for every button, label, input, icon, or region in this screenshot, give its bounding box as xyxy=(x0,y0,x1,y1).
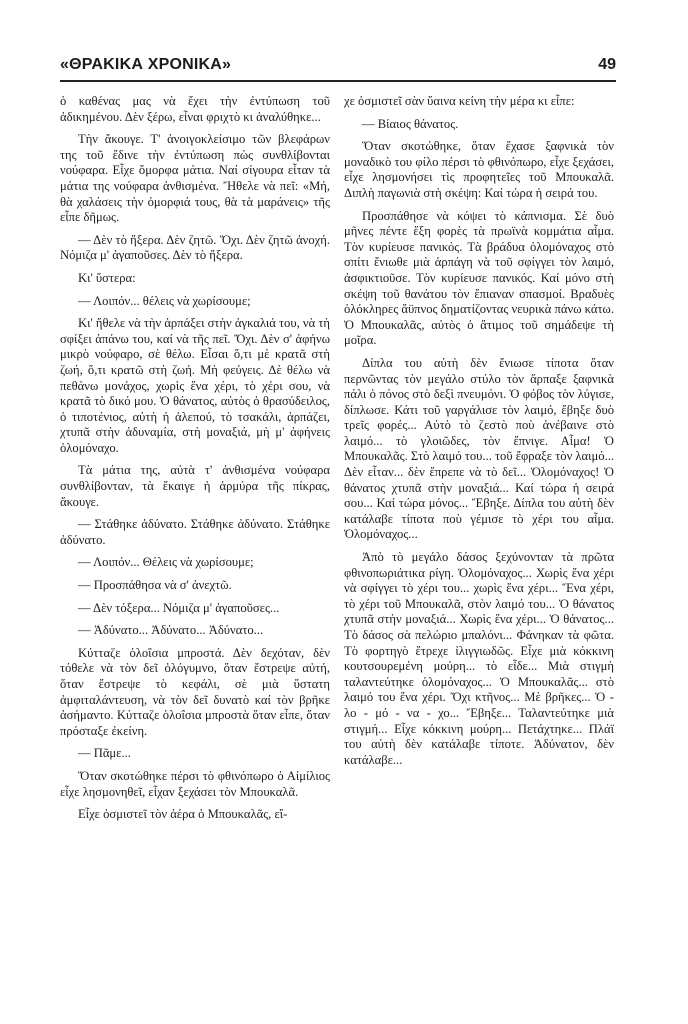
paragraph: Προσπάθησε νὰ κόψει τὸ κάπνισμα. Σὲ δυὸ μῆνες πέντε ἕξη φορὲς τὰ πρωϊνὰ κομμάτια αἷμα. Τὸν κυρίευσε πανικός. Τὰ βράδυα ὁλομόναχος στὸ σπίτι ἔνιωθε μιὰ ἁρπάγη νὰ τοῦ σφίγγει τὸν λαιμό, ἀσφικτιοῦσε. Τὸν κυρίευσε πανικός. Καί μόνο στὴ σκέψη τοῦ θανάτου τὸν ἔπιαναν σπασμοί. Βραδυὲς ὁλόκληρες ἄϋπνος δηματίζοντας νευρικὰ πάνω κάτω. Ὁ Μπουκαλᾶς, αὐτὸς ὁ ἄτιμος τοῦ σημάδεψε τὴ μοῖρα. xyxy=(344,208,614,348)
journal-title: «ΘΡΑΚΙΚΑ ΧΡΟΝΙΚΑ» xyxy=(60,56,232,73)
paragraph: — Δὲν τόξερα... Νόμιζα μ' ἀγαποῦσες... xyxy=(78,600,280,615)
paragraph: χε ὀσμιστεῖ σὰν ὕαινα κείνη τὴν μέρα κι εἶπε: xyxy=(344,94,575,108)
paragraph: — Δὲν τὸ ἤξερα. Δὲν ζητῶ. Ὄχι. Δὲν ζητῶ ἀνοχή. Νόμιζα μ' ἀγαποῦσες. Δὲν τὸ ἤξερα. xyxy=(60,232,330,263)
paragraph: Τὴν ἄκουγε. Τ' ἀνοιγοκλείσιμο τῶν βλεφάρων της τοῦ ἔδινε τὴν ἐντύπωση πὼς συνθλίβονται νούφαρα. Εἶχε ὄμορφα μάτια. Ναί σίγουρα εἶταν τὰ μάτια της νούφαρα ἀνθισμένα. Ἤθελε νὰ πεῖ: «Μή, θὰ χαλάσεις τὴν ὀμορφιά τους, θὰ τὰ μαράνεις» τῆς εἶπε δῆμως. xyxy=(60,132,330,225)
paragraph: Ὅταν σκοτώθηκε πέρσι τὸ φθινόπωρο ὁ Αἰμίλιος εἶχε λησμονηθεῖ, εἶχαν ξεχάσει τὸν Μπουκαλᾶ. xyxy=(60,768,330,799)
page-header xyxy=(60,56,616,82)
paragraph: — Βίαιος θάνατος. xyxy=(362,116,459,131)
paragraph: Τὰ μάτια της, αὐτὰ τ' ἀνθισμένα νούφαρα συνθλίβονταν, τὰ ἔκαιγε ἡ ἁρμύρα τῆς πίκρας, ἄκουγε. xyxy=(60,463,330,509)
paragraph: — Πᾶμε... xyxy=(78,746,131,761)
paragraph: — Ἀδύνατο... Ἀδύνατο... Ἀδύνατο... xyxy=(78,623,264,638)
paragraph: Δίπλα του αὐτὴ δὲν ἔνιωσε τίποτα ὅταν περνῶντας τὸν μεγάλο στύλο τὸν ἅρπαξε ξαφνικὰ πάλι ὁ πόνος στὸ δεξὶ πνευμόνι. Ὁ φόβος τὸν λύγισε, δίπλωσε. Κάτι τοῦ γαργάλισε τὸν λαιμό, ἔβηξε δυὸ τρεῖς φορές... Αὐτὸ τὸ ζεστὸ ποὺ ἀνέβαινε στὸ λαιμό... τὸ γλοιῶδες, τὸν ἔπνιγε. Αἷμα! Ὁ Μπουκαλᾶς. Στὸ λαιμό του... τοῦ ἔφραξε τὸν λαιμό... Δὲν εἶταν... δὲν ἔπρεπε νὰ τὸ δεῖ... Ὁλομόναχος! Ὁ θάνατος χτυπᾶ στὴν μοναξιά... Καί τώρα ἡ σειρά σου... Καί τώρα μόνος... Ἔβηξε. Δίπλα του αὐτὴ δὲν κατάλαβε τίποτα ποὺ γέμισε τὸ χέρι του αἷμα. Ὁλομόναχος... xyxy=(344,355,614,542)
paragraph: Ὅταν σκοτώθηκε, ὅταν ἔχασε ξαφνικὰ τὸν μοναδικὸ του φίλο πέρσι τὸ φθινόπωρο, εἶχε ξεχάσει, εἶχε λησμονήσει τὶς προφητεῖες τοῦ Μπουκαλᾶ. Διπλὴ παγωνιὰ στὴ σκέψη: Καί τώρα ἡ σειρά του. xyxy=(344,139,614,200)
paragraph: — Στάθηκε ἀδύνατο. Στάθηκε ἀδύνατο. Στάθηκε ἀδύνατο. xyxy=(60,517,330,547)
paragraph: — Λοιπόν... θέλεις νὰ χωρίσουμε; xyxy=(78,293,251,308)
paragraph: ὁ καθένας μας νὰ ἔχει τὴν ἐντύπωση τοῦ ἀδικημένου. Δὲν ξέρω, εἶναι φριχτὸ κι ἀναλύθηκε... xyxy=(60,94,330,124)
paragraph: Κι' ὕστερα: xyxy=(78,270,136,285)
paragraph: Ἀπὸ τὸ μεγάλο δάσος ξεχύνονταν τὰ πρῶτα φθινοπωριάτικα ρίγη. Ὁλομόναχος... Χωρὶς ἕνα χέρι νὰ σφίγγει τὸ χέρι του... χωρὶς ἕνα χέρι... Ἕνα χέρι, τὸ χέρι τοῦ Μπουκαλᾶ, στὸν λαιμό του... Ὁ θάνατος χτυπᾶ στὴν μοναξιά... Χωρὶς ἕνα χέρι... Ὁ θάνατος... Τὸ δάσος σὰ πελώριο μπαλόνι... Φάνηκαν τὰ φῶτα. Τὸ φορτηγὸ ἔτρεχε ἰλιγγιωδῶς. Εἶχε μιὰ κόκκινη κουτσουρεμένη μούρη... τὸ εἶδε... Μιὰ στιγμὴ ταλαντεύτηκε ὁλομόναχος... Ὁ Μπουκαλᾶς... στὸ λαιμό του ἕνα χέρι. Ὄχι κτῆνος... Μὲ βρῆκες... Ὁ - λο - μό - να - χο... Ἔβηξε... Ταλαντεύτηκε μιὰ στιγμή... Εἶχε κόκκινη μούρη... Πετάχτηκε... Πλάϊ του αὐτὴ δὲν κατάλαβε τίποτε. Ἀδύνατον, δὲν κατάλαβε... xyxy=(344,550,614,767)
paragraph: Κύτταζε ὁλοΐσια μπροστά. Δὲν δεχόταν, δὲν τόθελε νὰ τὸν δεῖ ὀλόγυμνο, ὅταν ἔστρεψε αὐτή, ὅταν ἔστρεψε τὸ κεφάλι, σὲ μιὰ ὕστατη ἀμφιταλάντευση, νὰ τὸν δεῖ δυνατὸ καί τὸν βρῆκε ἀσήμαντο. Κύτταζε ὁλοΐσια μπροστὰ ὅταν εἶπε, ὅταν πρόσταξε ἐκείνη. xyxy=(60,645,330,738)
right-column xyxy=(344,94,614,974)
page-number: 49 xyxy=(598,56,616,73)
left-column xyxy=(60,94,330,974)
paragraph: — Λοιπόν... Θέλεις νὰ χωρίσουμε; xyxy=(78,555,254,570)
header-rule xyxy=(60,80,616,82)
paragraph: — Προσπάθησα νὰ σ' ἀνεχτῶ. xyxy=(78,578,232,593)
paragraph: Κι' ἤθελε νὰ τὴν ἁρπάξει στὴν ἀγκαλιά του, νὰ τὴ σφίξει ἀπάνω του, καί νὰ τῆς πεῖ. Ὄχι. Δὲν σ' ἀφήνω μικρὸ νούφαρο, σὲ θέλω. Εἶσαι ὅ,τι μὲ κρατᾶ στὴ ζωή, ὅ,τι κρατῶ στὴ ζωή. Μὴ φεύγεις. Δὲ θέλω νὰ πεθάνω μονάχος, χωρὶς ἕνα χέρι, τὸ χέρι σου, νὰ κρατᾶ τὸ δικό μου. Ὁ θάνατος, αὐτὸς ὁ θρασύδειλος, ὁ τιποτένιος, αὐτὴ ἡ ἀλεπού, τὸ τσακάλι, ἁρπάζει, χτυπᾶ στὴν ἀδυναμία, στὴ μοναξιά, μὴ μ' ἀφήνεις ὁλομόναχο. xyxy=(60,316,330,455)
paragraph: Εἶχε ὀσμιστεῖ τὸν ἀέρα ὁ Μπουκαλᾶς, εἴ- xyxy=(78,807,288,822)
